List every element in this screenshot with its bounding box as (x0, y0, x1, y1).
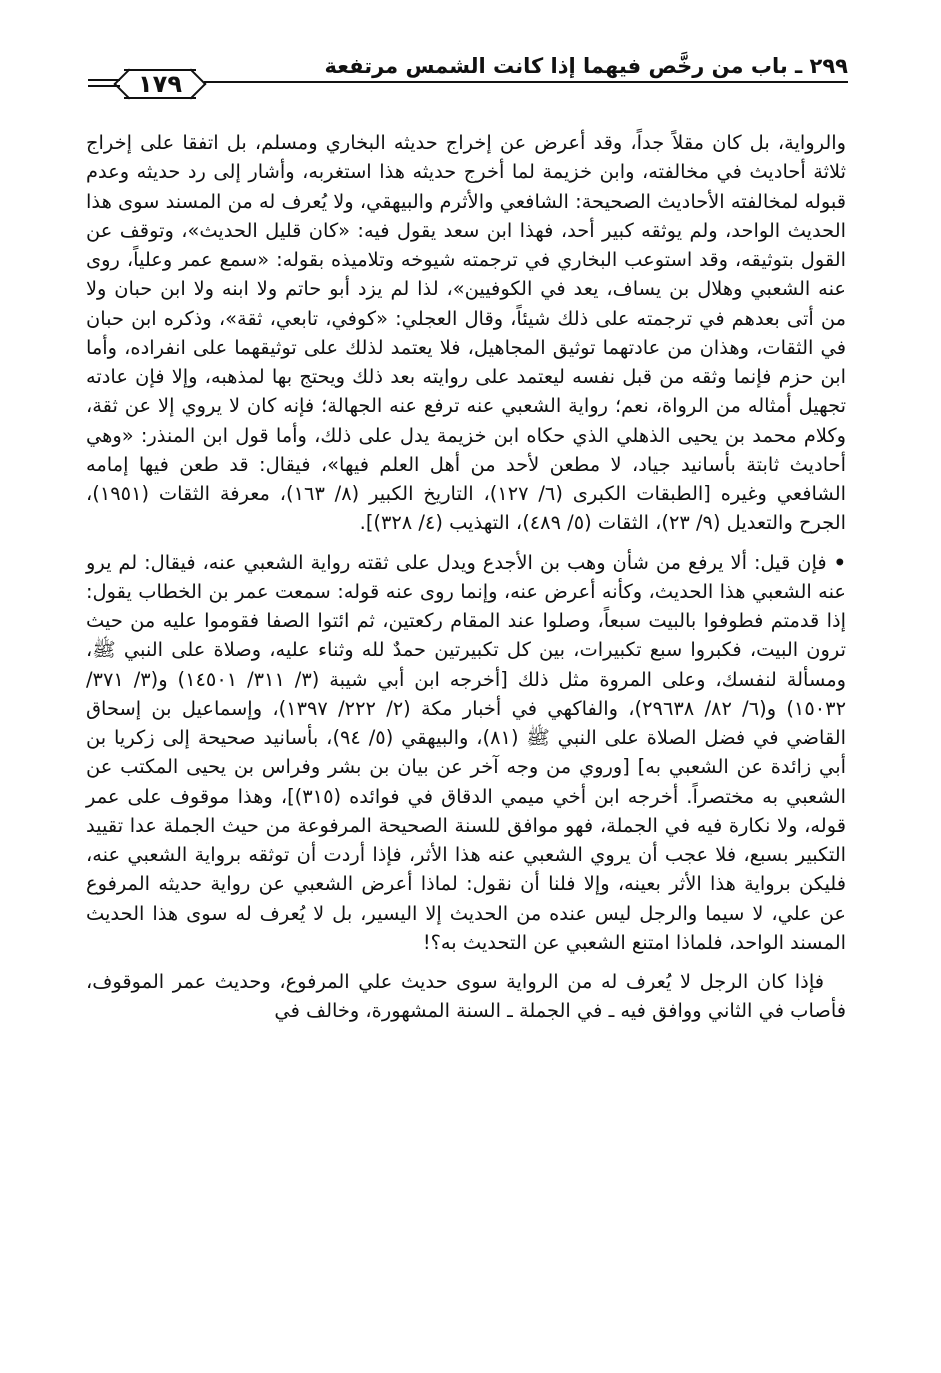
page-number: ١٧٩ (138, 70, 182, 98)
running-head: ٢٩٩ ـ باب من رخَّص فيهما إذا كانت الشمس مرتفعة (324, 54, 848, 78)
paragraph (86, 548, 846, 958)
paragraph-text: فإن قيل: ألا يرفع من شأن وهب بن الأجدع ويدل على ثقته رواية الشعبي عنه، فيقال: لم يرو عنه الشعبي هذا الحديث، وكأنه أعرض عنه، وإنما روى عنه قوله: سمعت عمر بن الخطاب يقول: إذا قدمتم فطوفوا بالبيت سبعاً، وصلوا عند المقام ركعتين، ثم ائتوا الصفا فقوموا عليه من حيث ترون البيت، فكبروا سبع تكبيرات، بين كل تكبيرتين حمدٌ لله وثناء عليه، وصلاة على النبي ﷺ، ومسألة لنفسك، وعلى المروة مثل ذلك [أخرجه ابن أبي شيبة (٣/ ٣١١/ ١٤٥٠١) و(٣/ ٣٧١/ ١٥٠٣٢) و(٦/ ٨٢/ ٢٩٦٣٨)، والفاكهي في أخبار مكة (٢/ ٢٢٢/ ١٣٩٧)، وإسماعيل بن إسحاق القاضي في فضل الصلاة على النبي ﷺ (٨١)، والبيهقي (٥/ ٩٤)، بأسانيد صحيحة إلى زكريا بن أبي زائدة عن الشعبي به] [وروي من وجه آخر عن بيان بن بشر وفراس بن يحيى المكتب عن الشعبي به مختصراً. أخرجه ابن أخي ميمي الدقاق في فوائده (٣١٥)]، وهذا موقوف على عمر قوله، ولا نكارة فيه في الجملة، فهو موافق للسنة الصحيحة المرفوعة من حيث الجملة عدا تقييد التكبير بسبع، فلا عجب أن يروي الشعبي عنه هذا الأثر، فإذا أردت أن توثقه برواية الشعبي عنه، فليكن برواية هذا الأثر بعينه، وإلا فلنا أن نقول: لماذا أعرض الشعبي عن رواية حديثه المرفوع عن علي، لا سيما والرجل ليس عنده من الحديث إلا اليسير، بل لا يُعرف له سوى هذا الحديث المسند الواحد، فلماذا امتنع الشعبي عن التحديث به؟! (86, 550, 847, 954)
page-header (88, 50, 848, 100)
bullet-marker: • (833, 550, 846, 574)
paragraph-text: والرواية، بل كان مقلاً جداً، وقد أعرض عن إخراج حديثه البخاري ومسلم، بل اتفقا على إخراج ثلاثة أحاديث في مخالفته، وابن خزيمة لما أخرج حديثه هذا استغربه، وأشار إلى رد حديثه وعدم قبوله لمخالفته الأحاديث الصحيحة: الشافعي والأثرم والبيهقي، ولا يُعرف له من المسند سوى هذا الحديث الواحد، ولم يوثقه كبير أحد، فهذا ابن سعد يقول فيه: «كان قليل الحديث»، وتوقف عن القول بتوثيقه، وقد استوعب البخاري في ترجمته شيوخه وتلاميذه بقوله: «سمع عمر وعلياً، روى عنه الشعبي وهلال بن يساف، يعد في الكوفيين»، لذا لم يزد أبو حاتم ولا ابنه ولا ابن حبان ولا من أتى بعدهم في ترجمته على ذلك شيئاً، وقال العجلي: «كوفي، تابعي، ثقة»، وذكره ابن حبان في الثقات، وهذان من عادتهما توثيق المجاهيل، فلا يعتمد لذلك على توثيقهما على انفراده، وأما ابن حزم فإنما وثقه من قبل نفسه ليعتمد على روايته بعد ذلك ويحتج بها لمذهبه، وإلا فإن عادته تجهيل أمثاله من الرواة، نعم؛ رواية الشعبي عنه ترفع عنه الجهالة؛ فإنه كان لا يروي إلا عن ثقة، وكلام محمد بن يحيى الذهلي الذي حكاه ابن خزيمة يدل على ذلك، وأما قول ابن المنذر: «وهي أحاديث ثابتة بأسانيد جياد، لا مطعن لأحد من أهل العلم فيها»، فيقال: قد طعن فيها إمامه الشافعي وغيره [الطبقات الكبرى (٦/ ١٢٧)، التاريخ الكبير (٨/ ١٦٣)، معرفة الثقات (١٩٥١)، الجرح والتعديل (٩/ ٢٣)، الثقات (٥/ ٤٨٩)، التهذيب (٤/ ٣٢٨)]. (86, 131, 847, 535)
paragraph-text: فإذا كان الرجل لا يُعرف له من الرواية سوى حديث علي المرفوع، وحديث عمر الموقوف، فأصاب في الثاني ووافق فيه ـ في الجملة ـ السنة المشهورة، وخالف في (86, 970, 846, 1023)
paragraph (86, 967, 846, 1026)
paragraph (86, 128, 846, 538)
page-number-frame (118, 69, 202, 99)
header-rule (204, 81, 848, 83)
page-body (86, 128, 846, 1026)
